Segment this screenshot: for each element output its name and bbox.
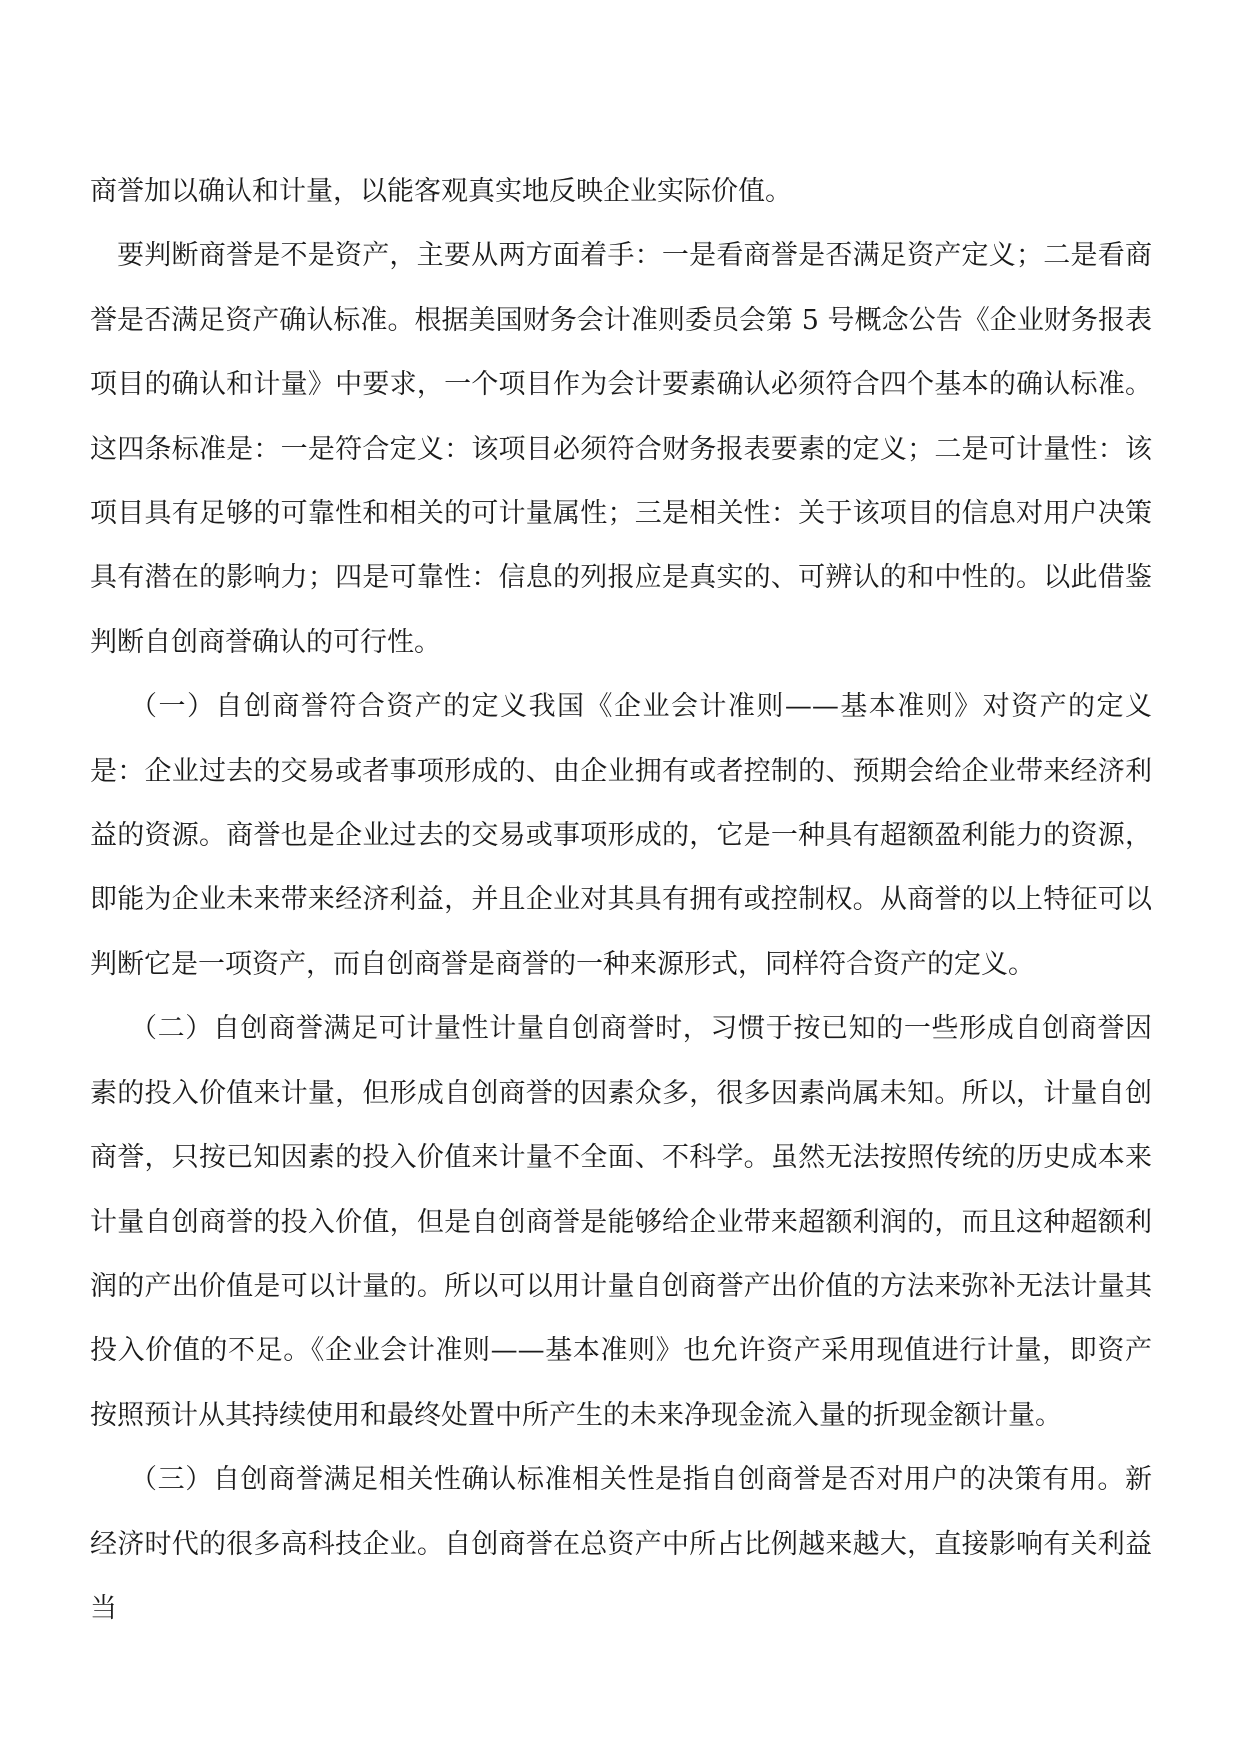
document-body xyxy=(90,160,1152,1641)
paragraph-goodwill-asset-criteria: 要判断商誉是不是资产，主要从两方面着手：一是看商誉是否满足资产定义；二是看商誉是否满足资产确认标准。根据美国财务会计准则委员会第 5 号概念公告《企业财务报表项目的确认和计量》中要求，一个项目作为会计要素确认必须符合四个基本的确认标准。这四条标准是：一是符合定义：该项目必须符合财务报表要素的定义；二是可计量性：该项目具有足够的可靠性和相关的可计量属性；三是相关性：关于该项目的信息对用户决策具有潜在的影响力；四是可靠性：信息的列报应是真实的、可辨认的和中性的。以此借鉴判断自创商誉确认的可行性。 xyxy=(90,240,1152,658)
paragraph-continuation: 商誉加以确认和计量，以能客观真实地反映企业实际价值。 xyxy=(90,176,792,207)
paragraph-section-two-measurability: （二）自创商誉满足可计量性计量自创商誉时，习惯于按已知的一些形成自创商誉因素的投入价值来计量，但形成自创商誉的因素众多，很多因素尚属未知。所以，计量自创商誉，只按已知因素的投入价值来计量不全面、不科学。虽然无法按照传统的历史成本来计量自创商誉的投入价值，但是自创商誉是能够给企业带来超额利润的，而且这种超额利润的产出价值是可以计量的。所以可以用计量自创商誉产出价值的方法来弥补无法计量其投入价值的不足。《企业会计准则——基本准则》也允许资产采用现值进行计量，即资产按照预计从其持续使用和最终处置中所产生的未来净现金流入量的折现金额计量。 xyxy=(90,1013,1152,1431)
paragraph-section-one-asset-definition: （一）自创商誉符合资产的定义我国《企业会计准则——基本准则》对资产的定义是：企业过去的交易或者事项形成的、由企业拥有或者控制的、预期会给企业带来经济利益的资源。商誉也是企业过去的交易或事项形成的，它是一种具有超额盈利能力的资源，即能为企业未来带来经济利益，并且企业对其具有拥有或控制权。从商誉的以上特征可以判断它是一项资产，而自创商誉是商誉的一种来源形式，同样符合资产的定义。 xyxy=(90,691,1152,980)
paragraph-section-three-relevance: （三）自创商誉满足相关性确认标准相关性是指自创商誉是否对用户的决策有用。新经济时代的很多高科技企业。自创商誉在总资产中所占比例越来越大，直接影响有关利益当 xyxy=(90,1464,1152,1624)
